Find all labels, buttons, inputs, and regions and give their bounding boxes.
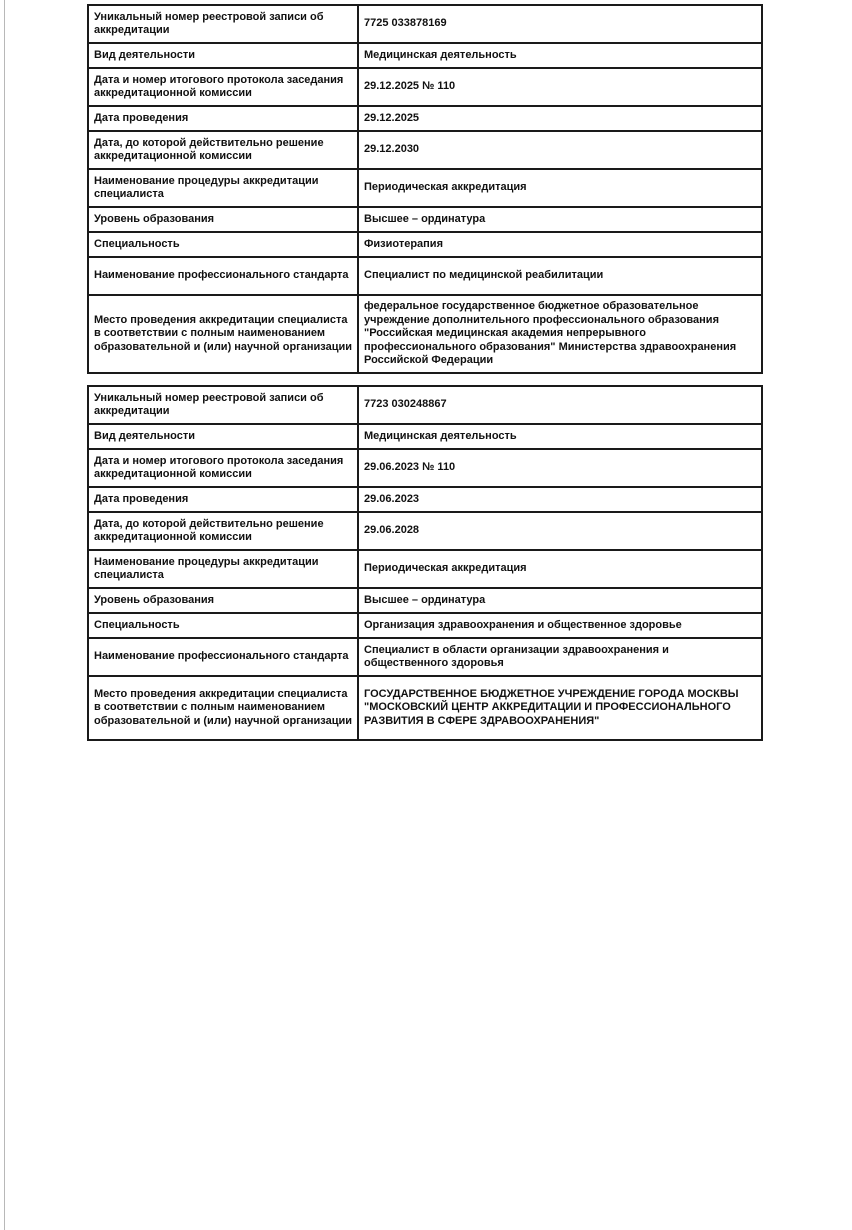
field-value-venue: ГОСУДАРСТВЕННОЕ БЮДЖЕТНОЕ УЧРЕЖДЕНИЕ ГОРОДА МОСКВЫ "МОСКОВСКИЙ ЦЕНТР АККРЕДИТАЦИИ И ПРОФЕССИОНАЛЬНОГО РАЗВИТИЯ В СФЕРЕ ЗДРАВООХРАНЕНИЯ"	[358, 676, 762, 740]
field-value-activity-type: Медицинская деятельность	[358, 424, 762, 449]
field-value-education-level: Высшее – ординатура	[358, 207, 762, 232]
field-value-registry-number: 7723 030248867	[358, 386, 762, 424]
table-row	[88, 295, 762, 373]
field-label-activity-type: Вид деятельности	[88, 43, 358, 68]
table-row	[88, 68, 762, 106]
table-row	[88, 106, 762, 131]
field-label-venue: Место проведения аккредитации специалиста в соответствии с полным наименованием образовательной и (или) научной организации	[88, 295, 358, 373]
field-label-registry-number: Уникальный номер реестровой записи об аккредитации	[88, 386, 358, 424]
field-value-date-held: 29.06.2023	[358, 487, 762, 512]
field-value-prof-standard: Специалист по медицинской реабилитации	[358, 257, 762, 295]
field-label-education-level: Уровень образования	[88, 207, 358, 232]
field-value-specialty: Физиотерапия	[358, 232, 762, 257]
field-value-procedure: Периодическая аккредитация	[358, 550, 762, 588]
field-value-protocol: 29.06.2023 № 110	[358, 449, 762, 487]
accreditation-document	[87, 4, 763, 752]
field-label-procedure: Наименование процедуры аккредитации специалиста	[88, 169, 358, 207]
field-label-procedure: Наименование процедуры аккредитации специалиста	[88, 550, 358, 588]
table-row	[88, 676, 762, 740]
accreditation-record-table-1	[87, 4, 763, 374]
field-value-valid-until: 29.12.2030	[358, 131, 762, 169]
table-row	[88, 169, 762, 207]
field-label-specialty: Специальность	[88, 613, 358, 638]
field-value-valid-until: 29.06.2028	[358, 512, 762, 550]
field-value-registry-number: 7725 033878169	[358, 5, 762, 43]
field-value-education-level: Высшее – ординатура	[358, 588, 762, 613]
table-row	[88, 5, 762, 43]
page-edge-line	[4, 0, 5, 1230]
accreditation-record-table-2	[87, 385, 763, 741]
field-value-protocol: 29.12.2025 № 110	[358, 68, 762, 106]
table-row	[88, 588, 762, 613]
field-label-venue: Место проведения аккредитации специалиста в соответствии с полным наименованием образовательной и (или) научной организации	[88, 676, 358, 740]
table-row	[88, 43, 762, 68]
table-row	[88, 550, 762, 588]
table-row	[88, 487, 762, 512]
table-row	[88, 386, 762, 424]
field-value-prof-standard: Специалист в области организации здравоохранения и общественного здоровья	[358, 638, 762, 676]
table-row	[88, 257, 762, 295]
field-value-procedure: Периодическая аккредитация	[358, 169, 762, 207]
table-row	[88, 207, 762, 232]
field-label-specialty: Специальность	[88, 232, 358, 257]
field-value-specialty: Организация здравоохранения и общественное здоровье	[358, 613, 762, 638]
table-row	[88, 613, 762, 638]
field-value-activity-type: Медицинская деятельность	[358, 43, 762, 68]
field-label-education-level: Уровень образования	[88, 588, 358, 613]
field-label-prof-standard: Наименование профессионального стандарта	[88, 257, 358, 295]
field-value-venue: федеральное государственное бюджетное образовательное учреждение дополнительного профессионального образования "Российская медицинская академия непрерывного профессионального образования" Министерства здравоохранения Российской Федерации	[358, 295, 762, 373]
field-label-registry-number: Уникальный номер реестровой записи об аккредитации	[88, 5, 358, 43]
field-value-date-held: 29.12.2025	[358, 106, 762, 131]
field-label-activity-type: Вид деятельности	[88, 424, 358, 449]
field-label-protocol: Дата и номер итогового протокола заседания аккредитационной комиссии	[88, 68, 358, 106]
field-label-prof-standard: Наименование профессионального стандарта	[88, 638, 358, 676]
table-row	[88, 512, 762, 550]
field-label-valid-until: Дата, до которой действительно решение аккредитационной комиссии	[88, 512, 358, 550]
table-row	[88, 232, 762, 257]
table-row	[88, 131, 762, 169]
table-row	[88, 424, 762, 449]
field-label-date-held: Дата проведения	[88, 106, 358, 131]
field-label-valid-until: Дата, до которой действительно решение аккредитационной комиссии	[88, 131, 358, 169]
table-row	[88, 638, 762, 676]
field-label-date-held: Дата проведения	[88, 487, 358, 512]
table-row	[88, 449, 762, 487]
field-label-protocol: Дата и номер итогового протокола заседания аккредитационной комиссии	[88, 449, 358, 487]
